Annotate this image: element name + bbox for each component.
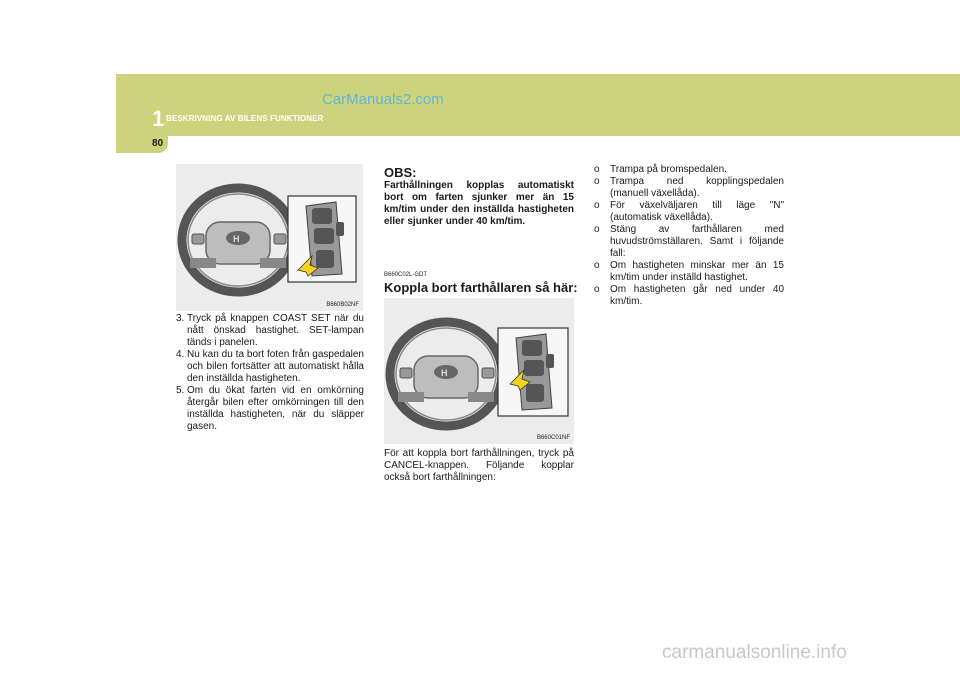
bullet-list: [594, 164, 784, 308]
step-text: Nu kan du ta bort foten från gaspedalen och bilen fortsätter att automatiskt hålla den inställda hastigheten.: [187, 349, 364, 384]
step-number: 5.: [176, 385, 185, 396]
bullet-text: Stäng av farthållaren med huvudströmställaren. Samt i följande fall:: [610, 224, 784, 259]
bullet-mark: o: [594, 284, 600, 295]
bullet-mark: o: [594, 224, 600, 235]
list-item: [594, 176, 784, 200]
obs-body: Farthållningen kopplas automatiskt bort om farten sjunker mer än 15 km/tim under den inställda hastigheten eller sjunker under 40 km/tim.: [384, 180, 574, 227]
section-code: B660C02L-GDT: [384, 272, 428, 278]
step-number: 4.: [176, 349, 185, 360]
steering-wheel-illustration: [384, 298, 574, 444]
bullet-mark: o: [594, 260, 600, 271]
steps-list: [176, 313, 364, 433]
bullet-mark: o: [594, 200, 600, 211]
chapter-title: BESKRIVNING AV BILENS FUNKTIONER: [166, 114, 324, 123]
footer-watermark: carmanualsonline.info: [662, 642, 847, 663]
list-item: [594, 260, 784, 284]
bullet-text: För växelväljaren till läge "N" (automatisk växellåda).: [610, 200, 784, 223]
bullet-text: Om hastigheten minskar mer än 15 km/tim under inställd hastighet.: [610, 260, 784, 283]
watermark-link[interactable]: CarManuals2.com: [322, 91, 444, 108]
page-number: 80: [152, 138, 164, 149]
list-item: [594, 200, 784, 224]
obs-heading: OBS:: [384, 165, 417, 180]
bullet-mark: o: [594, 176, 600, 187]
bullet-text: Om hastigheten går ned under 40 km/tim.: [610, 284, 784, 307]
list-item: [176, 313, 364, 349]
step-text: Tryck på knappen COAST SET när du nått önskad hastighet. SET-lampan tänds i panelen.: [187, 313, 364, 348]
figure-caption: B660C01NF: [536, 435, 570, 441]
list-item: [594, 284, 784, 308]
steering-wheel-figure-2: [384, 298, 574, 444]
bullet-mark: o: [594, 164, 600, 175]
list-item: [594, 224, 784, 260]
list-item: [176, 385, 364, 433]
list-item: [594, 164, 784, 176]
steering-wheel-figure-1: [176, 164, 363, 311]
chapter-number: 1: [152, 106, 165, 131]
svg-text:H: H: [233, 234, 240, 244]
section-title: Koppla bort farthållaren så här:: [384, 280, 578, 295]
list-item: [176, 349, 364, 385]
steering-wheel-illustration: [176, 164, 363, 311]
figure-caption: B660B02NF: [326, 302, 359, 308]
bullet-text: Trampa ned kopplingspedalen (manuell växellåda).: [610, 176, 784, 199]
step-text: Om du ökat farten vid en omkörning återgår bilen efter omkörningen till den inställda hastigheten, när du släpper gasen.: [187, 385, 364, 432]
step-number: 3.: [176, 313, 185, 324]
svg-text:H: H: [441, 368, 448, 378]
cancel-paragraph: För att koppla bort farthållningen, tryck på CANCEL-knappen. Följande kopplar också bort farthållningen:: [384, 448, 574, 483]
bullet-text: Trampa på bromspedalen.: [610, 164, 727, 175]
header-band: [116, 74, 960, 136]
